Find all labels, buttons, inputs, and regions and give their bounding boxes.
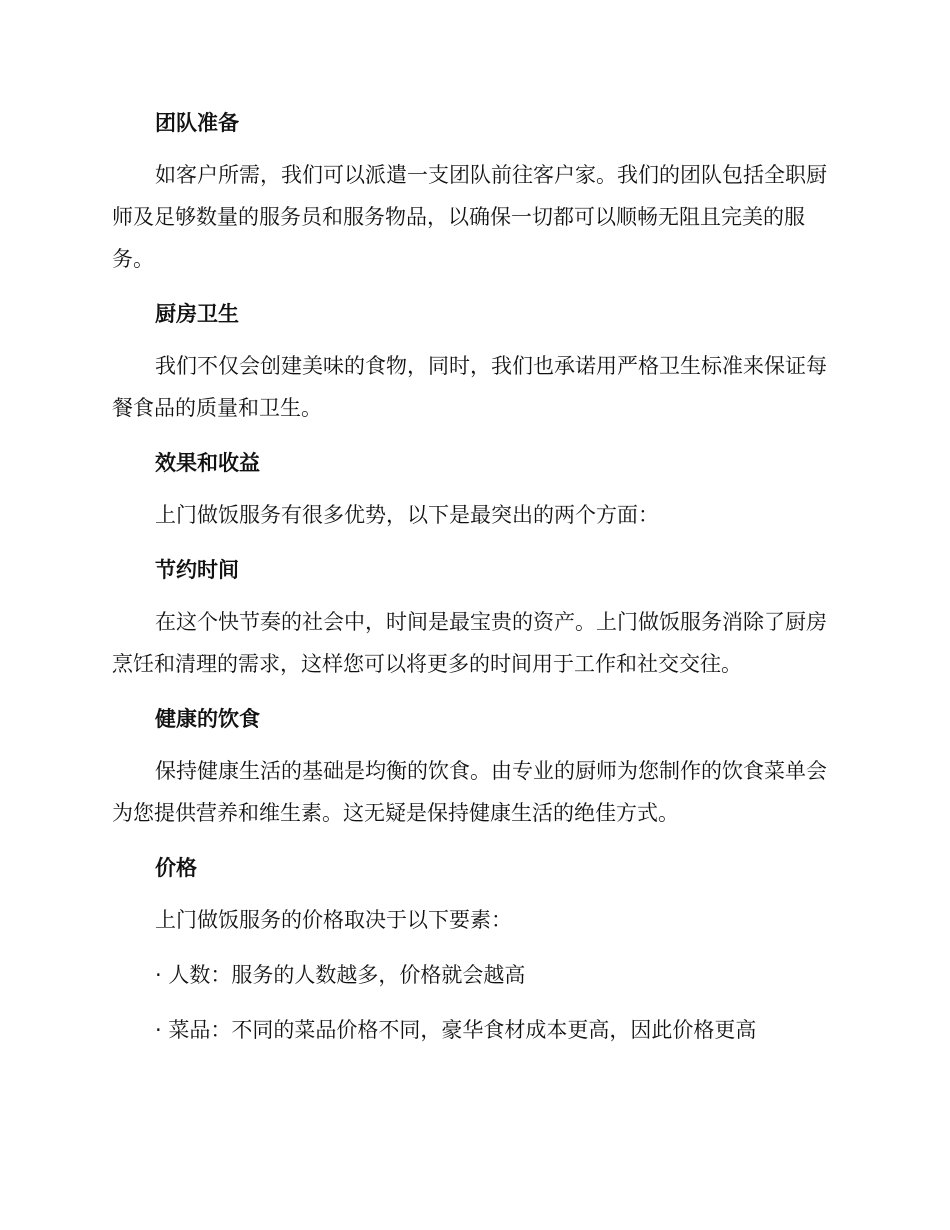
section-paragraph-price: 上门做饭服务的价格取决于以下要素： [155,908,512,932]
list-item: · 人数：服务的人数越多，价格就会越高 [155,963,526,987]
section-heading-team: 团队准备 [155,111,239,135]
section-paragraph-benefits: 上门做饭服务有很多优势，以下是最突出的两个方面： [155,503,659,527]
list-item: · 菜品：不同的菜品价格不同，豪华食材成本更高，因此价格更高 [155,1018,757,1042]
section-paragraph-team: 如客户所需，我们可以派遣一支团队前往客户家。我们的团队包括全职厨师及足够数量的服务员和服务物品，以确保一切都可以顺畅无阻且完美的服务。 [112,163,827,271]
section-heading-save-time: 节约时间 [155,558,239,582]
section-heading-healthy-diet: 健康的饮食 [155,707,260,731]
section-paragraph-kitchen-hygiene: 我们不仅会创建美味的食物，同时，我们也承诺用严格卫生标准来保证每餐食品的质量和卫生。 [112,354,827,420]
document-page [112,102,838,1064]
section-heading-price: 价格 [155,856,197,880]
section-heading-benefits: 效果和收益 [155,451,260,475]
section-heading-kitchen-hygiene: 厨房卫生 [155,302,239,326]
section-paragraph-save-time: 在这个快节奏的社会中，时间是最宝贵的资产。上门做饭服务消除了厨房烹饪和清理的需求，这样您可以将更多的时间用于工作和社交交往。 [112,610,827,676]
section-paragraph-healthy-diet: 保持健康生活的基础是均衡的饮食。由专业的厨师为您制作的饮食菜单会为您提供营养和维生素。这无疑是保持健康生活的绝佳方式。 [112,759,827,825]
